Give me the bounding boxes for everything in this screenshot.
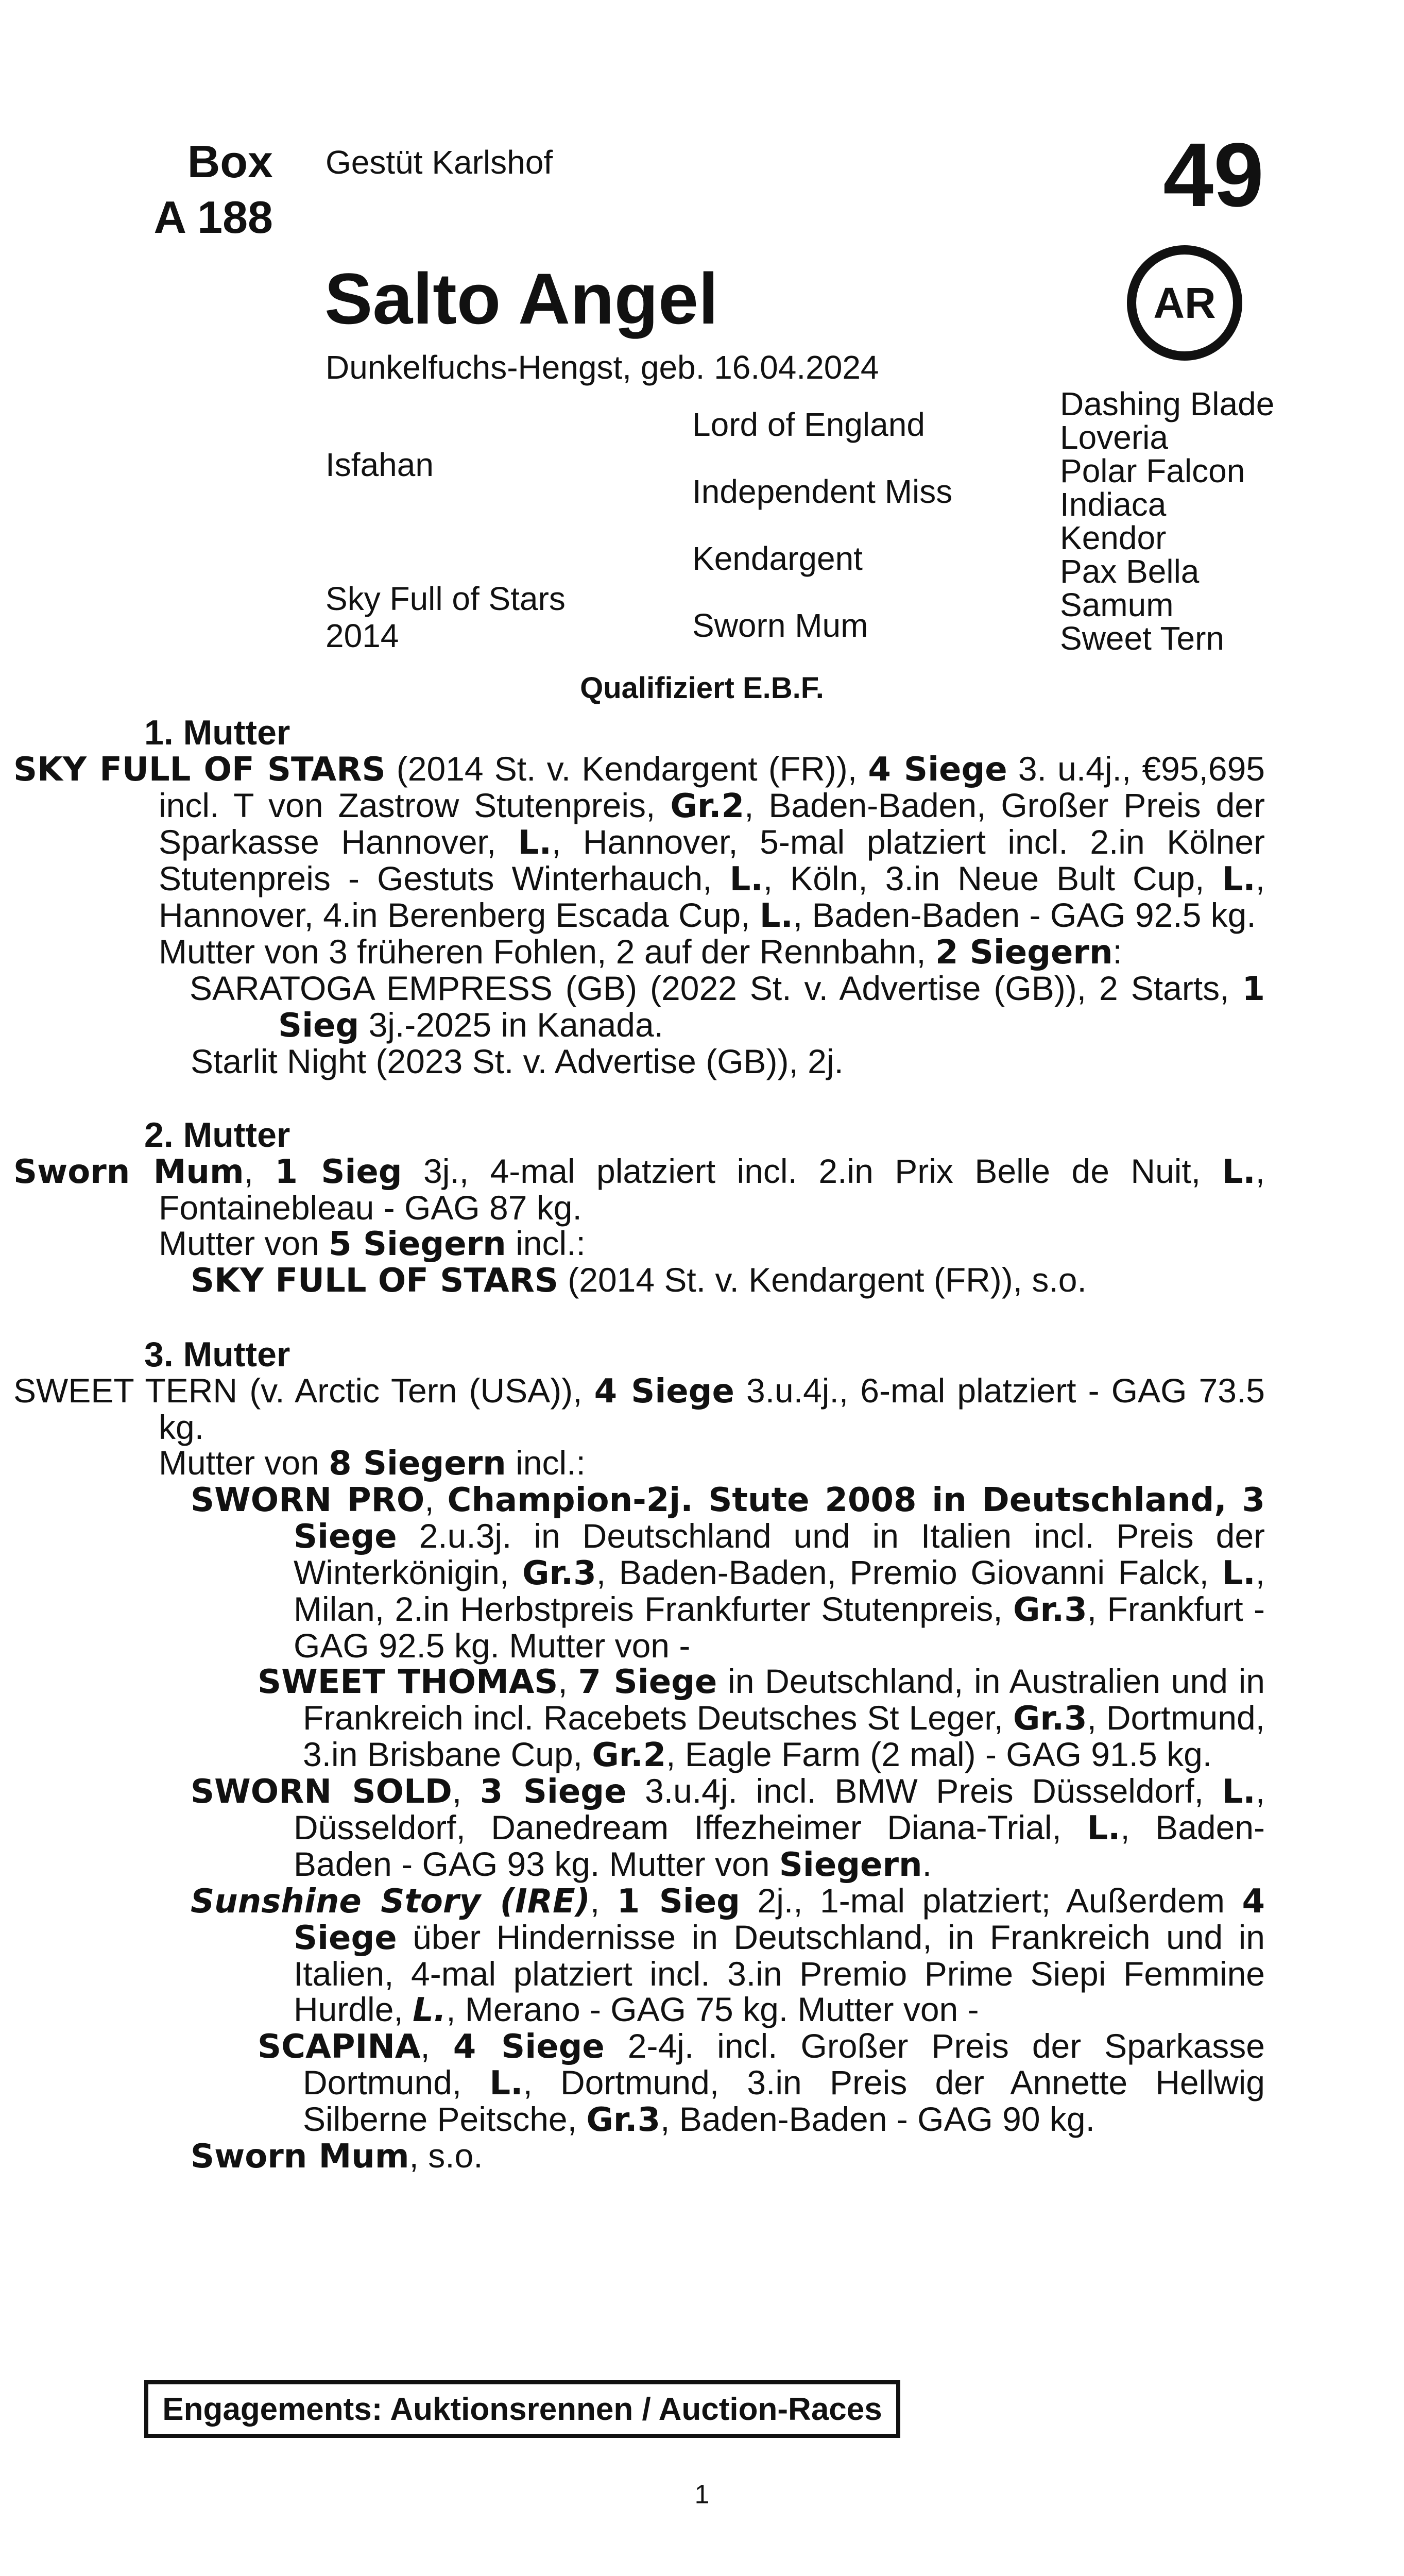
text: , Baden-Baden - GAG 90 kg. [660,2100,1095,2138]
foal-entry [144,971,1265,1044]
text: Mutter von [159,1224,329,1262]
listed-mark: L. [759,897,793,935]
pedigree-great-grandparent: Dashing Blade [1060,385,1275,422]
text: incl.: [506,1444,586,1482]
pedigree-great-grandparent: Kendor [1060,519,1167,556]
wins: 3 Siege [480,1773,627,1811]
second-dam-heading: 2. Mutter [144,1115,290,1155]
text: , Baden-Baden, Großer Preis der Sparkasse Hannover, [159,786,1265,861]
text: 2-4j. incl. Großer Preis der Sparkasse Dortmund, [303,2027,1265,2102]
foal-entry [144,1664,1265,1773]
wins: 1 Sieg [275,1153,402,1191]
wins: 4 Siege [868,751,1007,789]
pedigree-great-grandparent: Samum [1060,586,1174,623]
text: , Hannover, 4.in Berenberg Escada Cup, [159,859,1265,934]
wins: 4 Siege [453,2028,605,2066]
wins: 4 Siege [594,1372,734,1411]
text: , Köln, 3.in Neue Bult Cup, [763,859,1222,897]
text: , Milan, 2.in Herbstpreis Frankfurter Stutenpreis, [294,1553,1265,1628]
winner-count: 5 Siegern [329,1225,506,1263]
second-dam-produce [144,1226,1265,1262]
pedigree-grandparent: Independent Miss [692,473,953,510]
listed-mark: L. [1222,1554,1256,1592]
listed-mark: L. [1087,1809,1121,1848]
text: 3j., 4-mal platziert incl. 2.in Prix Belle de Nuit, [402,1152,1222,1190]
second-dam-entry [13,1152,1265,1227]
catalogue-number: 49 [1163,125,1264,226]
text: , Baden-Baden, Premio Giovanni Falck, [596,1553,1222,1591]
foal-entry [144,1482,1265,1664]
race-grade: Gr.2 [592,1736,666,1774]
text: , Düsseldorf, Danedream Iffezheimer Diana-Trial, [294,1772,1265,1846]
text: 2.u.3j. in Deutschland und in Italien incl. Preis der Winterkönigin, [294,1517,1265,1591]
text: , Fontainebleau - GAG 87 kg. [159,1152,1265,1227]
foal-entry [144,1883,1265,2028]
text: 3. u.4j., €95,695 incl. T von Zastrow Stutenpreis, [159,750,1265,824]
text: , Eagle Farm (2 mal) - GAG 91.5 kg. [666,1735,1212,1773]
text: Mutter von 3 früheren Fohlen, 2 auf der Rennbahn, [159,933,935,971]
spacer [144,1299,1265,1336]
foal-entry [144,2138,1265,2175]
listed-mark: L. [729,860,763,899]
wins: 1 Sieg [617,1883,740,1921]
text: in Deutschland, in Australien und in Frankreich incl. Racebets Deutsches St Leger, [303,1662,1265,1737]
pedigree-grandparent: Sworn Mum [692,607,868,644]
text: . [922,1845,932,1883]
box-number [144,134,273,245]
text: : [1112,933,1122,971]
wins: 4 Siege [294,1883,1265,1957]
pedigree-grandparent: Kendargent [692,540,863,577]
pedigree-great-grandparent: Polar Falcon [1060,452,1245,489]
winner-count: 2 Siegern [935,934,1113,972]
foal-name: SWORN PRO [191,1481,425,1519]
text: , Dortmund, 3.in Brisbane Cup, [303,1699,1265,1773]
text: , s.o. [409,2137,483,2175]
pedigree-sire: Isfahan [326,446,434,483]
listed-mark: L. [518,824,552,862]
pedigree-great-grandparent: Indiaca [1060,486,1167,523]
page-number: 1 [694,2480,710,2510]
text: über Hindernisse in Deutschland, in Frankreich und in Italien, 4-mal platziert incl. 3.in Premio Prime Siepi Femmine Hurdle, [294,1918,1265,2028]
dam-name: Sworn Mum [13,1153,244,1191]
text: 3j.-2025 in Kanada. [359,1006,664,1044]
text: , [244,1152,275,1190]
text: 3.u.4j., 6-mal platziert - GAG 73.5 kg. [159,1371,1265,1446]
first-dam-produce [144,934,1265,971]
text: Mutter von [159,1444,329,1482]
race-grade: Gr.3 [1013,1700,1087,1738]
pedigree-great-grandparents [1060,387,1274,655]
text: 3.u.4j. incl. BMW Preis Düsseldorf, [626,1772,1222,1810]
pedigree-great-grandparent: Sweet Tern [1060,620,1224,657]
badge-label: AR [1153,278,1216,327]
first-dam-heading: 1. Mutter [144,713,290,752]
listed-mark: L. [1222,1773,1256,1811]
listed-mark: L. [1222,1153,1256,1191]
foal-entry [144,1262,1265,1299]
text: (2014 St. v. Kendargent (FR)), s.o. [558,1261,1087,1299]
text: incl.: [506,1224,586,1262]
foal-entry [144,1773,1265,1883]
text: , [424,1480,448,1518]
race-grade: Gr.3 [586,2101,661,2139]
third-dam-produce [144,1445,1265,1482]
pedigree-dam: Sky Full of Stars [326,580,566,617]
family-section [13,713,1265,2176]
text: , Baden-Baden - GAG 93 kg. Mutter von [294,1808,1265,1883]
winner-count: 8 Siegern [329,1445,506,1483]
text: , Frankfurt - GAG 92.5 kg. Mutter von - [294,1590,1265,1665]
race-grade: Gr.2 [670,787,745,825]
foal-entry: Starlit Night (2023 St. v. Advertise (GB)), 2j. [191,1042,844,1080]
text: , Merano - GAG 75 kg. Mutter von - [446,1990,979,2028]
foal-name: SCAPINA [258,2028,421,2066]
text: , [420,2027,453,2065]
text: SWEET TERN (v. Arctic Tern (USA)), [13,1371,594,1410]
third-dam-heading: 3. Mutter [144,1335,290,1374]
box-label: Box [187,136,273,187]
dam-name: SKY FULL OF STARS [13,751,386,789]
box-code: A 188 [153,192,273,243]
horse-name: Salto Angel [324,258,718,339]
listed-mark: L. [1222,860,1256,899]
foal-name: SWEET THOMAS [258,1663,558,1701]
winner-count: Siegern [779,1846,922,1884]
foal-name: SKY FULL OF STARS [191,1262,558,1300]
foal-name: Sunshine Story (IRE) [191,1883,590,1921]
champion-title: Champion-2j. Stute 2008 in Deutschland, 3 Siege [294,1481,1265,1556]
text: , Hannover, 5-mal platziert incl. 2.in Kölner Stutenpreis - Gestuts Winterhauch, [159,823,1265,897]
auction-race-badge [1127,245,1242,361]
race-grade: Gr.3 [522,1554,596,1592]
pedigree-dam-year: 2014 [326,617,399,654]
breeder: Gestüt Karlshof [326,144,553,181]
text: , [452,1772,480,1810]
pedigree-great-grandparent: Pax Bella [1060,553,1200,590]
pedigree-great-grandparent: Loveria [1060,419,1168,456]
text: , Baden-Baden - GAG 92.5 kg. [793,896,1256,934]
spacer [144,1079,1265,1116]
first-dam-entry [13,750,1265,935]
race-grade: Gr.3 [1013,1591,1087,1629]
text: 2j., 1-mal platziert; Außerdem [740,1882,1242,1920]
text: , [590,1882,617,1920]
foal-entry [144,2028,1265,2138]
text: SARATOGA EMPRESS (GB) (2022 St. v. Advertise (GB)), 2 Starts, [190,969,1242,1007]
third-dam-entry [13,1371,1265,1446]
text: (2014 St. v. Kendargent (FR)), [385,750,868,788]
pedigree-grandparent: Lord of England [692,406,925,443]
engagements-box: Engagements: Auktionsrennen / Auction-Races [144,2380,900,2438]
qualification-note: Qualifiziert E.B.F. [580,671,824,705]
foal-name: SWORN SOLD [191,1773,452,1811]
text: , Dortmund, 3.in Preis der Annette Hellwig Silberne Peitsche, [303,2063,1265,2138]
listed-mark: L. [489,2064,523,2103]
wins: 1 Sieg [278,970,1265,1045]
listed-mark: L. [413,1991,447,2029]
horse-description: Dunkelfuchs-Hengst, geb. 16.04.2024 [326,349,879,386]
wins: 7 Siege [578,1663,717,1701]
text: , [558,1662,578,1700]
foal-name: Sworn Mum [191,2138,409,2176]
